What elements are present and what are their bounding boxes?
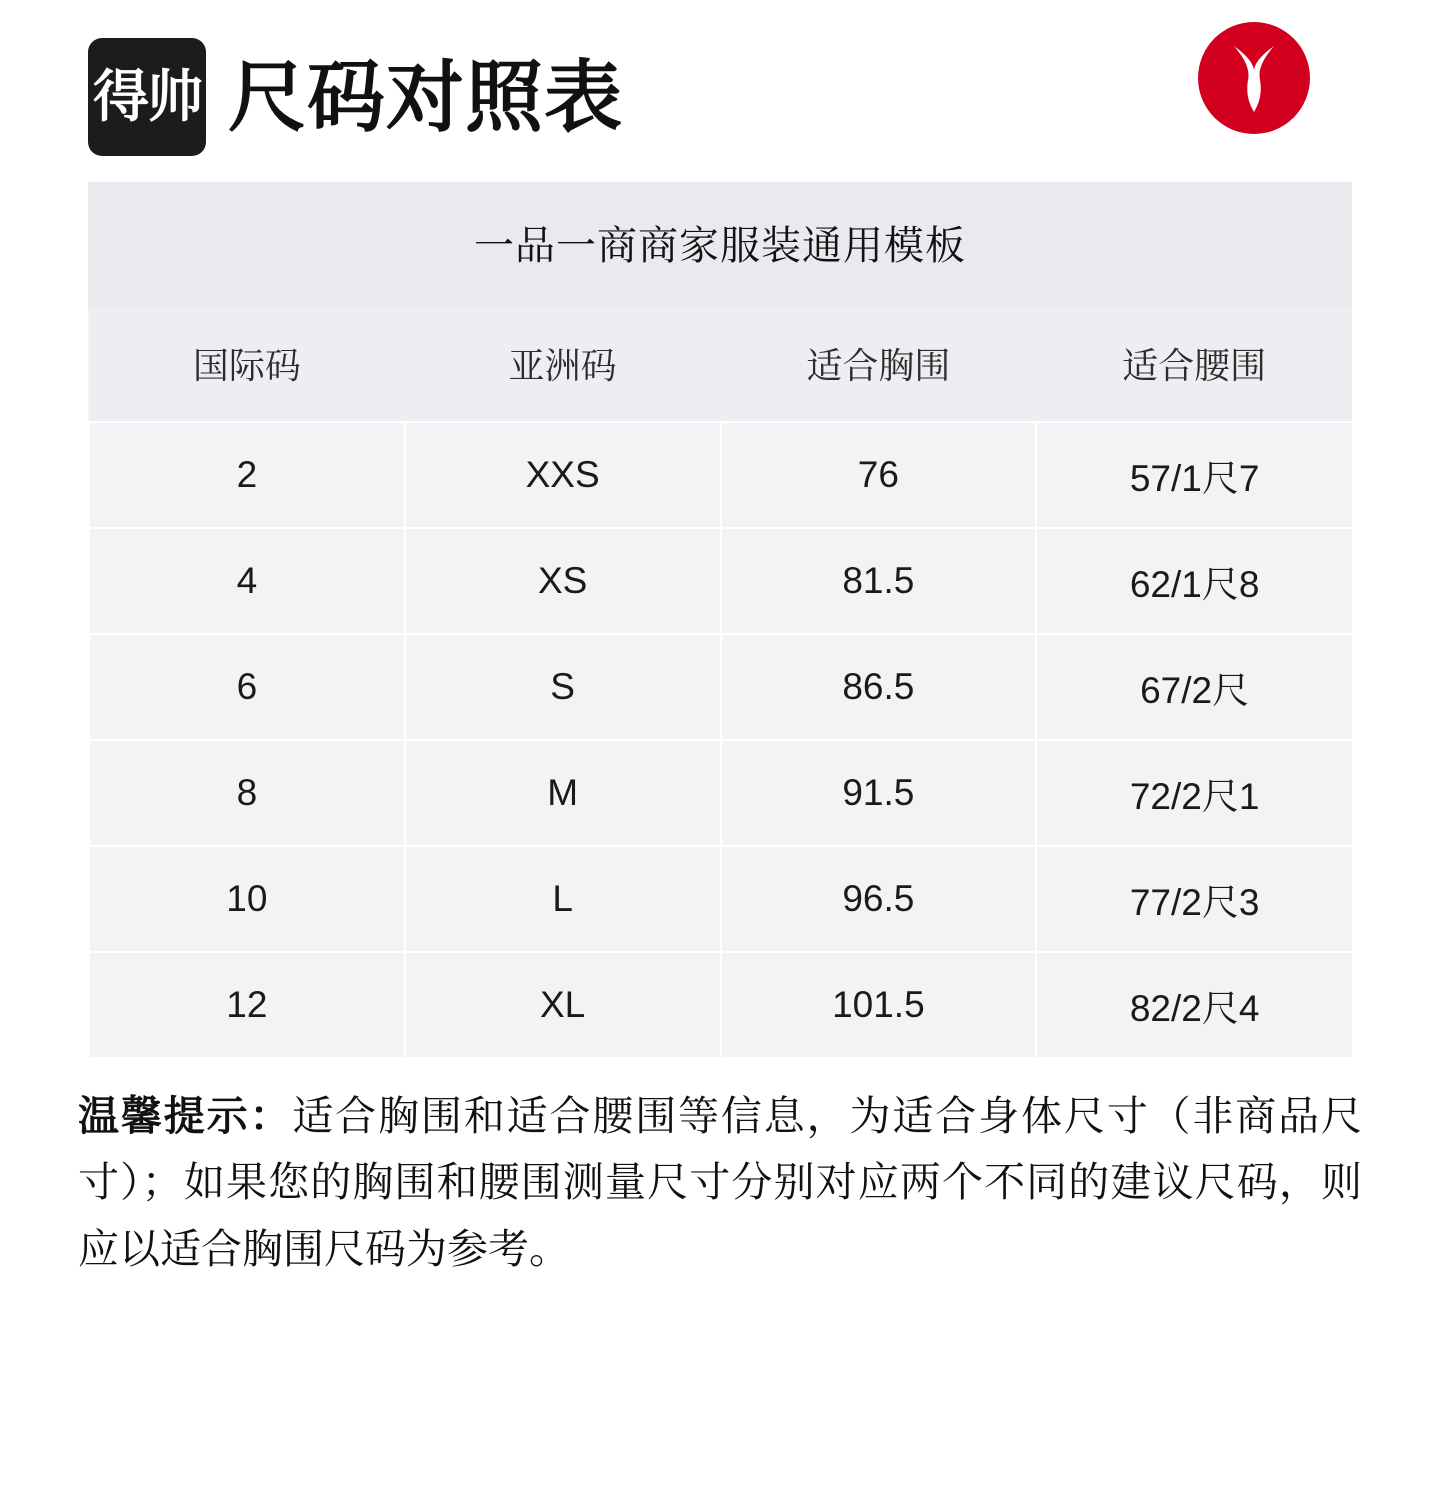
table-row — [89, 740, 1352, 846]
table-row — [89, 528, 1352, 634]
column-header-asian: 亚洲码 — [405, 308, 721, 422]
cell-waist: 82/2尺4 — [1036, 952, 1352, 1057]
table-row — [89, 634, 1352, 740]
cell-bust: 96.5 — [721, 846, 1037, 952]
note-block — [78, 1083, 1362, 1282]
cell-asian: L — [405, 846, 721, 952]
brand-badge-label: 得帅 — [93, 65, 201, 128]
cell-international: 2 — [89, 422, 405, 528]
table-header-row — [89, 308, 1352, 422]
cell-international: 12 — [89, 952, 405, 1057]
note-text: 适合胸围和适合腰围等信息，为适合身体尺寸（非商品尺寸）；如果您的胸围和腰围测量尺寸分别对应两个不同的建议尺码，则应以适合胸围尺码为参考。 — [78, 1093, 1362, 1272]
cell-waist: 62/1尺8 — [1036, 528, 1352, 634]
table-caption: 一品一商商家服装通用模板 — [88, 182, 1352, 308]
cell-waist: 72/2尺1 — [1036, 740, 1352, 846]
page-header — [0, 0, 1440, 170]
cell-bust: 81.5 — [721, 528, 1037, 634]
cell-asian: XS — [405, 528, 721, 634]
column-header-waist: 适合腰围 — [1036, 308, 1352, 422]
note-label: 温馨提示： — [78, 1093, 293, 1139]
cell-international: 8 — [89, 740, 405, 846]
column-header-international: 国际码 — [89, 308, 405, 422]
brand-badge — [88, 38, 206, 156]
table-row — [89, 846, 1352, 952]
cell-asian: M — [405, 740, 721, 846]
page-title: 尺码对照表 — [228, 53, 624, 141]
table-row — [89, 952, 1352, 1057]
cell-international: 10 — [89, 846, 405, 952]
lululemon-logo-icon — [1198, 22, 1310, 134]
cell-bust: 76 — [721, 422, 1037, 528]
cell-waist: 67/2尺 — [1036, 634, 1352, 740]
column-header-bust: 适合胸围 — [721, 308, 1037, 422]
cell-waist: 57/1尺7 — [1036, 422, 1352, 528]
cell-bust: 91.5 — [721, 740, 1037, 846]
cell-waist: 77/2尺3 — [1036, 846, 1352, 952]
table-body — [89, 422, 1352, 1057]
cell-international: 6 — [89, 634, 405, 740]
table-row — [89, 422, 1352, 528]
cell-bust: 86.5 — [721, 634, 1037, 740]
size-table — [88, 308, 1352, 1057]
cell-asian: XL — [405, 952, 721, 1057]
cell-international: 4 — [89, 528, 405, 634]
cell-asian: S — [405, 634, 721, 740]
size-table-block — [88, 182, 1352, 1057]
table-head — [89, 308, 1352, 422]
cell-asian: XXS — [405, 422, 721, 528]
cell-bust: 101.5 — [721, 952, 1037, 1057]
